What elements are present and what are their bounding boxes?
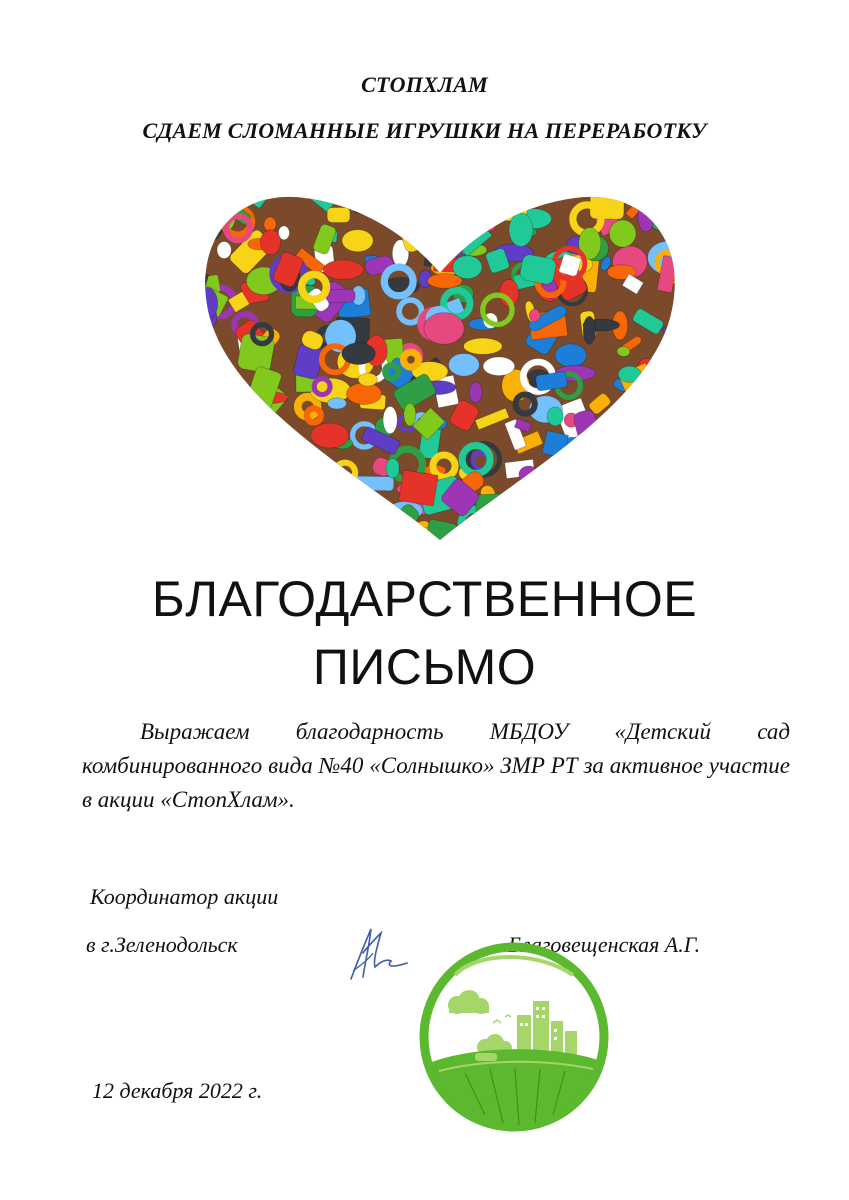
toy-piece <box>399 470 438 506</box>
toy-piece <box>263 477 292 489</box>
toy-piece <box>646 516 665 548</box>
toy-piece <box>195 477 221 490</box>
toy-piece <box>424 313 464 345</box>
toy-piece <box>346 383 381 405</box>
toy-piece <box>209 168 231 187</box>
toy-piece <box>268 173 287 186</box>
toy-piece <box>662 187 682 213</box>
toy-piece <box>542 431 569 458</box>
toy-piece <box>195 461 220 473</box>
toy-piece <box>593 530 621 548</box>
toy-piece <box>668 168 685 181</box>
toy-piece <box>286 506 327 547</box>
letter-date: 12 декабря 2022 г. <box>92 1078 263 1103</box>
toy-piece <box>524 168 549 193</box>
toy-piece <box>219 168 259 185</box>
toy-piece <box>204 480 219 489</box>
toy-piece <box>595 476 617 498</box>
toy-piece <box>219 466 253 480</box>
toy-piece <box>315 519 342 547</box>
toy-piece <box>200 183 235 202</box>
toy-piece <box>297 501 323 524</box>
toy-piece <box>619 415 644 431</box>
toy-piece <box>335 463 355 483</box>
toy-piece <box>506 514 529 547</box>
toy-piece <box>597 419 629 449</box>
toy-piece <box>617 410 639 432</box>
toy-piece <box>208 176 223 191</box>
toy-piece <box>246 497 261 529</box>
toy-piece <box>227 441 252 459</box>
toy-piece <box>195 374 230 391</box>
toy-piece <box>451 175 468 201</box>
toy-piece <box>248 423 284 445</box>
toy-piece <box>583 316 595 344</box>
toy-piece <box>525 503 560 536</box>
toy-piece <box>453 202 475 224</box>
toy-piece <box>345 168 370 190</box>
toy-piece <box>595 418 636 445</box>
toy-piece <box>240 483 272 513</box>
toy-piece <box>566 508 597 537</box>
toy-piece <box>466 535 499 546</box>
toy-piece <box>385 208 414 221</box>
toy-piece <box>595 524 634 548</box>
toy-piece <box>618 366 641 382</box>
toy-piece <box>366 187 397 218</box>
toy-piece <box>540 505 557 522</box>
toy-piece <box>543 482 564 503</box>
toy-piece <box>379 196 406 222</box>
toy-piece <box>342 343 376 365</box>
toy-piece <box>499 528 515 544</box>
coordinator-name: Благовещенская А.Г. <box>508 932 701 957</box>
toy-piece <box>530 513 581 548</box>
toy-piece <box>256 489 277 503</box>
toy-piece <box>540 472 566 501</box>
toy-piece <box>256 427 271 442</box>
toy-piece <box>635 490 663 501</box>
eco-city-logo <box>415 935 613 1135</box>
toy-piece <box>529 309 540 322</box>
toy-piece <box>300 477 315 491</box>
toy-piece <box>582 438 592 460</box>
toy-piece <box>497 538 523 548</box>
toy-pieces <box>195 168 685 548</box>
toy-piece <box>269 436 294 461</box>
toy-piece <box>260 524 287 548</box>
toy-piece <box>355 476 394 491</box>
toy-piece <box>264 490 276 504</box>
toy-piece <box>482 215 492 231</box>
toy-piece <box>576 441 608 465</box>
toy-piece <box>245 400 261 416</box>
toy-piece <box>609 220 636 247</box>
toy-piece <box>456 518 490 548</box>
toy-piece <box>232 507 265 534</box>
toy-piece <box>601 472 616 500</box>
toy-piece <box>429 194 453 223</box>
toy-piece <box>585 528 613 548</box>
toy-piece <box>606 488 635 521</box>
toy-piece <box>651 192 683 224</box>
toy-piece <box>334 494 356 533</box>
toy-piece <box>585 445 612 483</box>
toy-piece <box>488 189 501 217</box>
toy-piece <box>655 176 680 193</box>
toy-piece <box>245 507 268 530</box>
toy-piece <box>448 353 479 376</box>
toy-piece <box>651 349 680 378</box>
toy-piece <box>455 206 478 224</box>
toy-piece <box>223 509 244 530</box>
toy-piece <box>638 201 654 232</box>
toy-piece <box>195 382 211 410</box>
toy-piece <box>625 425 661 440</box>
toy-piece <box>509 213 533 246</box>
toy-piece <box>280 453 305 478</box>
toy-piece <box>218 182 236 199</box>
toy-piece <box>203 383 215 415</box>
toy-piece <box>648 485 676 519</box>
toy-piece <box>327 207 350 222</box>
toy-piece <box>454 192 473 211</box>
toy-piece <box>206 437 257 484</box>
toy-piece <box>595 179 609 189</box>
toy-piece <box>486 187 505 206</box>
toy-piece <box>578 530 615 548</box>
toy-piece <box>201 453 232 481</box>
toy-piece <box>675 172 685 187</box>
toy-piece <box>227 175 266 208</box>
toy-piece <box>383 406 397 433</box>
toy-piece <box>659 427 670 442</box>
toy-piece <box>298 519 328 539</box>
toy-piece <box>401 185 442 197</box>
toy-piece <box>342 230 373 252</box>
toy-piece <box>278 477 294 509</box>
toy-piece <box>328 398 347 409</box>
toy-piece <box>605 168 620 190</box>
toy-piece <box>555 344 587 367</box>
toy-piece <box>358 373 377 386</box>
toy-piece <box>609 422 647 463</box>
toy-piece <box>323 260 363 280</box>
toy-piece <box>235 463 269 492</box>
handwritten-signature <box>343 923 413 985</box>
toy-piece <box>247 436 279 472</box>
toy-piece <box>397 182 435 222</box>
toy-piece <box>289 168 327 182</box>
coordinator-label: Координатор акции <box>90 884 279 909</box>
toy-piece <box>626 429 653 456</box>
toy-piece <box>646 524 661 548</box>
toy-piece <box>632 460 647 484</box>
toy-piece <box>195 338 208 368</box>
toy-piece <box>270 168 295 175</box>
toy-piece <box>196 287 218 320</box>
toy-piece <box>477 174 519 197</box>
toy-piece <box>483 357 515 376</box>
toy-piece <box>195 412 213 440</box>
toy-piece <box>195 371 206 404</box>
toy-piece <box>239 521 254 548</box>
letter-title-line1: БЛАГОДАРСТВЕННОЕ <box>151 571 698 627</box>
toy-piece <box>530 485 558 513</box>
toy-piece <box>516 168 530 178</box>
toy-piece <box>547 407 563 426</box>
toy-piece <box>414 185 428 202</box>
letter-body: Выражаем благодарность МБДОУ «Детский сад комбинированного вида №40 «Солнышко» ЗМР РТ за активное участие в акции «СтопХлам». <box>82 719 790 812</box>
toy-piece <box>516 536 534 548</box>
toy-piece <box>195 211 223 242</box>
toy-piece <box>316 517 341 543</box>
toy-piece <box>329 176 361 191</box>
toy-piece <box>492 513 529 537</box>
toy-piece <box>654 168 685 187</box>
toy-piece <box>195 433 224 458</box>
toy-piece <box>636 168 670 185</box>
toy-piece <box>359 523 383 541</box>
header-subtitle: СДАЕМ СЛОМАННЫЕ ИГРУШКИ НА ПЕРЕРАБОТКУ <box>142 118 707 143</box>
toy-piece <box>574 511 602 539</box>
toy-piece <box>475 493 508 518</box>
toy-piece <box>386 459 399 478</box>
toy-piece <box>433 246 445 259</box>
toy-piece <box>654 359 685 398</box>
toy-piece <box>399 219 440 253</box>
toy-piece <box>585 441 615 460</box>
toy-piece <box>195 320 206 347</box>
toy-piece <box>434 210 455 237</box>
toy-piece <box>547 533 565 546</box>
toy-piece <box>343 503 366 531</box>
toy-piece <box>526 519 542 543</box>
toy-piece <box>423 210 447 236</box>
toy-piece <box>217 241 231 258</box>
toy-piece <box>404 403 416 426</box>
toy-piece <box>351 512 370 531</box>
heart-of-toys-image <box>195 168 685 548</box>
toy-piece <box>232 517 250 538</box>
toy-piece <box>234 496 273 522</box>
toy-piece <box>636 168 685 193</box>
toy-piece <box>519 466 539 483</box>
toy-piece <box>661 219 678 236</box>
toy-piece <box>464 338 503 354</box>
toy-piece <box>197 485 212 501</box>
toy-piece <box>268 445 289 476</box>
toy-piece <box>540 168 551 187</box>
toy-piece <box>311 423 349 448</box>
toy-piece <box>469 382 482 403</box>
toy-piece <box>203 406 228 449</box>
toy-piece <box>452 534 473 548</box>
toy-piece <box>260 230 280 255</box>
letter-title-line2: ПИСЬМО <box>312 639 537 695</box>
header-title: СТОПХЛАМ <box>361 72 488 97</box>
toy-piece <box>663 353 685 377</box>
toy-piece <box>435 196 460 225</box>
city-label: в г.Зеленодольск <box>86 932 238 957</box>
toy-piece <box>352 177 370 195</box>
toy-piece <box>269 521 299 537</box>
toy-piece <box>531 516 555 543</box>
toy-piece <box>198 231 210 243</box>
toy-piece <box>453 256 482 279</box>
toy-piece <box>264 217 277 232</box>
toy-piece <box>655 458 681 484</box>
toy-piece <box>310 505 333 520</box>
toy-piece <box>440 237 460 257</box>
toy-piece <box>203 519 216 529</box>
toy-piece <box>487 168 535 203</box>
toy-piece <box>595 419 627 444</box>
toy-piece <box>223 493 243 513</box>
